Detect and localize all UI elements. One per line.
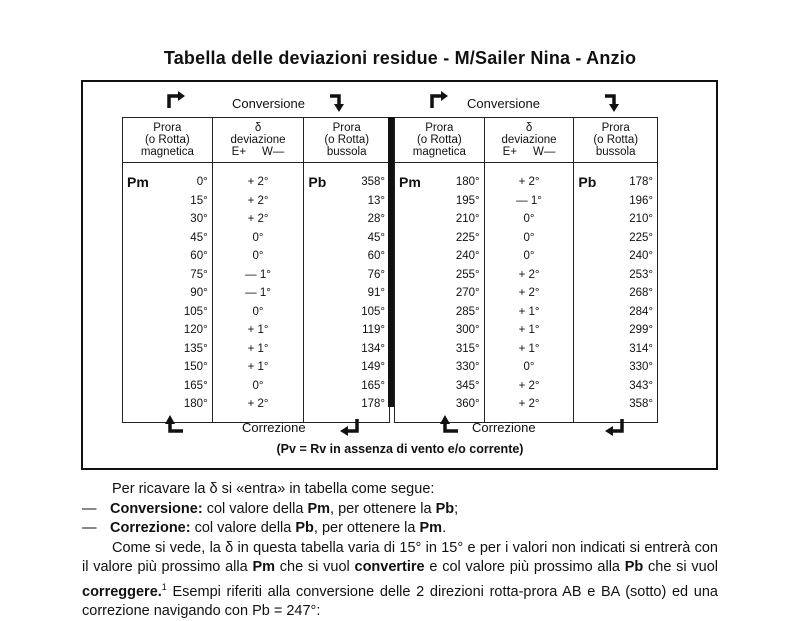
- cell-value: + 1°: [519, 343, 540, 355]
- deviazione-cell: [484, 321, 574, 340]
- cell-value: 180°: [456, 176, 480, 188]
- deviazione-cell: [212, 321, 304, 340]
- cell-value: 75°: [190, 269, 207, 281]
- prora-bussola-cell: [574, 377, 658, 396]
- cell-value: 90°: [190, 287, 207, 299]
- table-row: [395, 303, 658, 322]
- deviazione-cell: [212, 303, 304, 322]
- table-row: [395, 321, 658, 340]
- prora-magnetica-cell: [395, 284, 485, 303]
- cell-value: 60°: [368, 250, 385, 262]
- cell-value: 253°: [629, 269, 653, 281]
- prora-magnetica-cell: [395, 210, 485, 229]
- cell-value: 178°: [361, 398, 385, 410]
- page-title: Tabella delle deviazioni residue - M/Sailer Nina - Anzio: [0, 48, 800, 69]
- deviazione-cell: [484, 163, 574, 192]
- header-prora-bussola: Prora (o Rotta) bussola: [304, 118, 390, 163]
- table-row: [395, 247, 658, 266]
- cell-value: 45°: [190, 232, 207, 244]
- deviazione-cell: [484, 395, 574, 422]
- deviazione-cell: [212, 192, 304, 211]
- cell-value: 0°: [524, 250, 535, 262]
- prora-bussola-cell: [574, 247, 658, 266]
- table-header-row: [395, 118, 658, 163]
- prora-bussola-cell: [574, 266, 658, 285]
- cell-value: 135°: [184, 343, 208, 355]
- cell-value: 0°: [197, 176, 208, 188]
- prora-magnetica-cell: [395, 377, 485, 396]
- deviazione-cell: [212, 247, 304, 266]
- cell-value: 358°: [629, 398, 653, 410]
- deviazione-cell: [484, 210, 574, 229]
- deviazione-cell: [212, 229, 304, 248]
- prora-bussola-cell: [574, 192, 658, 211]
- table-row: [395, 266, 658, 285]
- prora-bussola-cell: [304, 163, 390, 192]
- cell-value: 285°: [456, 306, 480, 318]
- deviazione-cell: [212, 163, 304, 192]
- prora-magnetica-cell: [123, 163, 213, 192]
- table-row: [123, 266, 390, 285]
- table-row: [395, 229, 658, 248]
- table-row: [123, 229, 390, 248]
- prora-bussola-cell: [304, 303, 390, 322]
- prora-bussola-cell: [574, 163, 658, 192]
- cell-value: 0°: [253, 306, 264, 318]
- cell-value: 0°: [253, 250, 264, 262]
- table-row: [395, 284, 658, 303]
- deviazione-cell: [484, 340, 574, 359]
- cell-value: + 2°: [519, 380, 540, 392]
- deviazione-cell: [484, 377, 574, 396]
- table-row: [123, 321, 390, 340]
- correzione-line: — Correzione: col valore della Pb, per ottenere la Pm.: [82, 519, 718, 539]
- pm-prefix: Pm: [399, 173, 421, 192]
- cell-value: — 1°: [516, 195, 542, 207]
- prora-magnetica-cell: [123, 303, 213, 322]
- conversione-line: — Conversione: col valore della Pm, per ottenere la Pb;: [82, 500, 718, 520]
- pb-prefix: Pb: [308, 173, 326, 192]
- cell-value: — 1°: [245, 269, 271, 281]
- header-deviazione: δ deviazione E+ W—: [484, 118, 574, 163]
- prora-magnetica-cell: [123, 358, 213, 377]
- prora-magnetica-cell: [395, 266, 485, 285]
- table-row: [395, 340, 658, 359]
- prora-magnetica-cell: [123, 321, 213, 340]
- cell-value: 0°: [253, 380, 264, 392]
- explanation-paragraph: Come si vede, la δ in questa tabella varia di 15° in 15° e per i valori non indicati si entrerà con il valore più prossimo alla Pm che si vuol convertire e col valore più prossimo alla Pb che si vuol correggere.$^1$ Esempi riferiti alla conversione delle 2 direzioni rotta-prora AB e BA (sotto) ed una correzione navigando con Pb = 247°:: [82, 539, 718, 621]
- cell-value: 0°: [524, 232, 535, 244]
- deviazione-cell: [212, 284, 304, 303]
- prora-bussola-cell: [304, 247, 390, 266]
- prora-bussola-cell: [304, 377, 390, 396]
- prora-magnetica-cell: [123, 266, 213, 285]
- table-row: [123, 247, 390, 266]
- turn-up-arrow-icon: [165, 413, 187, 435]
- cell-value: 268°: [629, 287, 653, 299]
- deviazione-cell: [212, 266, 304, 285]
- prora-bussola-cell: [304, 266, 390, 285]
- cell-value: 178°: [629, 176, 653, 188]
- table-row: [395, 163, 658, 192]
- table-row: [395, 377, 658, 396]
- prora-magnetica-cell: [123, 377, 213, 396]
- table-row: [123, 340, 390, 359]
- prora-magnetica-cell: [395, 358, 485, 377]
- deviazione-cell: [212, 395, 304, 422]
- conversione-label-left: Conversione: [232, 96, 305, 111]
- cell-value: 28°: [368, 213, 385, 225]
- cell-value: 345°: [456, 380, 480, 392]
- cell-value: 360°: [456, 398, 480, 410]
- cell-value: + 2°: [519, 398, 540, 410]
- prora-bussola-cell: [304, 229, 390, 248]
- deviazione-cell: [484, 229, 574, 248]
- header-prora-bussola: Prora (o Rotta) bussola: [574, 118, 658, 163]
- cell-value: 284°: [629, 306, 653, 318]
- cell-value: 330°: [456, 361, 480, 373]
- cell-value: + 2°: [248, 398, 269, 410]
- header-prora-magnetica: Prora (o Rotta) magnetica: [395, 118, 485, 163]
- cell-value: 30°: [190, 213, 207, 225]
- table-row: [123, 163, 390, 192]
- cell-value: 134°: [361, 343, 385, 355]
- pv-note: (Pv = Rv in assenza di vento e/o corrente): [0, 442, 800, 456]
- pm-prefix: Pm: [127, 173, 149, 192]
- table-row: [123, 284, 390, 303]
- table-row: [395, 192, 658, 211]
- cell-value: — 1°: [245, 287, 271, 299]
- cell-value: 91°: [368, 287, 385, 299]
- correzione-label-left: Correzione: [242, 420, 306, 435]
- cell-value: 0°: [524, 361, 535, 373]
- cell-value: 300°: [456, 324, 480, 336]
- cell-value: + 1°: [248, 343, 269, 355]
- cell-value: + 2°: [519, 176, 540, 188]
- prora-bussola-cell: [304, 192, 390, 211]
- cell-value: 330°: [629, 361, 653, 373]
- deviazione-cell: [484, 247, 574, 266]
- header-prora-magnetica: Prora (o Rotta) magnetica: [123, 118, 213, 163]
- prora-bussola-cell: [304, 210, 390, 229]
- prora-magnetica-cell: [395, 163, 485, 192]
- cell-value: 240°: [629, 250, 653, 262]
- cell-value: 120°: [184, 324, 208, 336]
- intro-line: Per ricavare la δ si «entra» in tabella come segue:: [82, 480, 718, 500]
- turn-left-arrow-icon: [603, 417, 625, 439]
- prora-bussola-cell: [304, 358, 390, 377]
- cell-value: 255°: [456, 269, 480, 281]
- body-text: [82, 480, 718, 621]
- cell-value: 358°: [361, 176, 385, 188]
- turn-down-arrow-icon: [603, 92, 625, 114]
- deviazione-cell: [484, 303, 574, 322]
- prora-magnetica-cell: [395, 321, 485, 340]
- prora-magnetica-cell: [123, 210, 213, 229]
- cell-value: 315°: [456, 343, 480, 355]
- table-row: [395, 210, 658, 229]
- cell-value: 149°: [361, 361, 385, 373]
- conversione-label-right: Conversione: [467, 96, 540, 111]
- cell-value: 0°: [524, 213, 535, 225]
- cell-value: 270°: [456, 287, 480, 299]
- cell-value: + 2°: [248, 176, 269, 188]
- deviazione-cell: [212, 340, 304, 359]
- deviazione-cell: [212, 377, 304, 396]
- prora-bussola-cell: [304, 284, 390, 303]
- cell-value: 0°: [253, 232, 264, 244]
- turn-up-arrow-icon: [440, 413, 462, 435]
- cell-value: 165°: [361, 380, 385, 392]
- prora-magnetica-cell: [395, 229, 485, 248]
- prora-bussola-cell: [574, 358, 658, 377]
- deviazione-cell: [484, 266, 574, 285]
- prora-bussola-cell: [574, 229, 658, 248]
- cell-value: + 2°: [248, 195, 269, 207]
- prora-magnetica-cell: [123, 247, 213, 266]
- cell-value: 240°: [456, 250, 480, 262]
- cell-value: 165°: [184, 380, 208, 392]
- table-row: [395, 358, 658, 377]
- cell-value: 196°: [629, 195, 653, 207]
- cell-value: 180°: [184, 398, 208, 410]
- cell-value: + 1°: [519, 306, 540, 318]
- deviazione-cell: [484, 358, 574, 377]
- prora-bussola-cell: [574, 340, 658, 359]
- correzione-label-right: Correzione: [472, 420, 536, 435]
- prora-magnetica-cell: [123, 192, 213, 211]
- cell-value: 45°: [368, 232, 385, 244]
- cell-value: 105°: [184, 306, 208, 318]
- table-row: [123, 192, 390, 211]
- turn-down-arrow-icon: [328, 92, 350, 114]
- cell-value: 119°: [362, 324, 385, 336]
- cell-value: + 1°: [248, 361, 269, 373]
- deviation-table-right: [394, 117, 658, 423]
- cell-value: 225°: [629, 232, 653, 244]
- cell-value: 195°: [456, 195, 480, 207]
- prora-magnetica-cell: [395, 303, 485, 322]
- cell-value: 343°: [629, 380, 653, 392]
- turn-right-arrow-icon: [428, 88, 450, 110]
- cell-value: 60°: [190, 250, 207, 262]
- header-deviazione: δ deviazione E+ W—: [212, 118, 304, 163]
- prora-magnetica-cell: [123, 340, 213, 359]
- prora-bussola-cell: [574, 303, 658, 322]
- cell-value: + 2°: [248, 213, 269, 225]
- prora-magnetica-cell: [395, 192, 485, 211]
- cell-value: 314°: [629, 343, 653, 355]
- prora-bussola-cell: [304, 340, 390, 359]
- prora-magnetica-cell: [395, 247, 485, 266]
- cell-value: 76°: [368, 269, 385, 281]
- deviation-table-left: [122, 117, 390, 423]
- prora-bussola-cell: [574, 210, 658, 229]
- table-row: [123, 358, 390, 377]
- prora-magnetica-cell: [395, 340, 485, 359]
- cell-value: 13°: [368, 195, 385, 207]
- deviazione-cell: [484, 284, 574, 303]
- prora-bussola-cell: [574, 321, 658, 340]
- cell-value: 210°: [456, 213, 480, 225]
- table-header-row: [123, 118, 390, 163]
- cell-value: + 2°: [519, 269, 540, 281]
- deviazione-cell: [212, 358, 304, 377]
- prora-bussola-cell: [574, 284, 658, 303]
- cell-value: 210°: [629, 213, 653, 225]
- turn-left-arrow-icon: [338, 417, 360, 439]
- prora-magnetica-cell: [123, 284, 213, 303]
- pb-prefix: Pb: [578, 173, 596, 192]
- table-row: [123, 303, 390, 322]
- turn-right-arrow-icon: [165, 88, 187, 110]
- table-row: [123, 210, 390, 229]
- prora-magnetica-cell: [123, 229, 213, 248]
- cell-value: 225°: [456, 232, 480, 244]
- cell-value: + 1°: [519, 324, 540, 336]
- deviazione-cell: [484, 192, 574, 211]
- deviazione-cell: [212, 210, 304, 229]
- cell-value: 299°: [629, 324, 653, 336]
- cell-value: + 2°: [519, 287, 540, 299]
- cell-value: 150°: [184, 361, 208, 373]
- table-row: [123, 377, 390, 396]
- cell-value: 105°: [361, 306, 385, 318]
- prora-bussola-cell: [304, 321, 390, 340]
- cell-value: + 1°: [248, 324, 269, 336]
- cell-value: 15°: [190, 195, 207, 207]
